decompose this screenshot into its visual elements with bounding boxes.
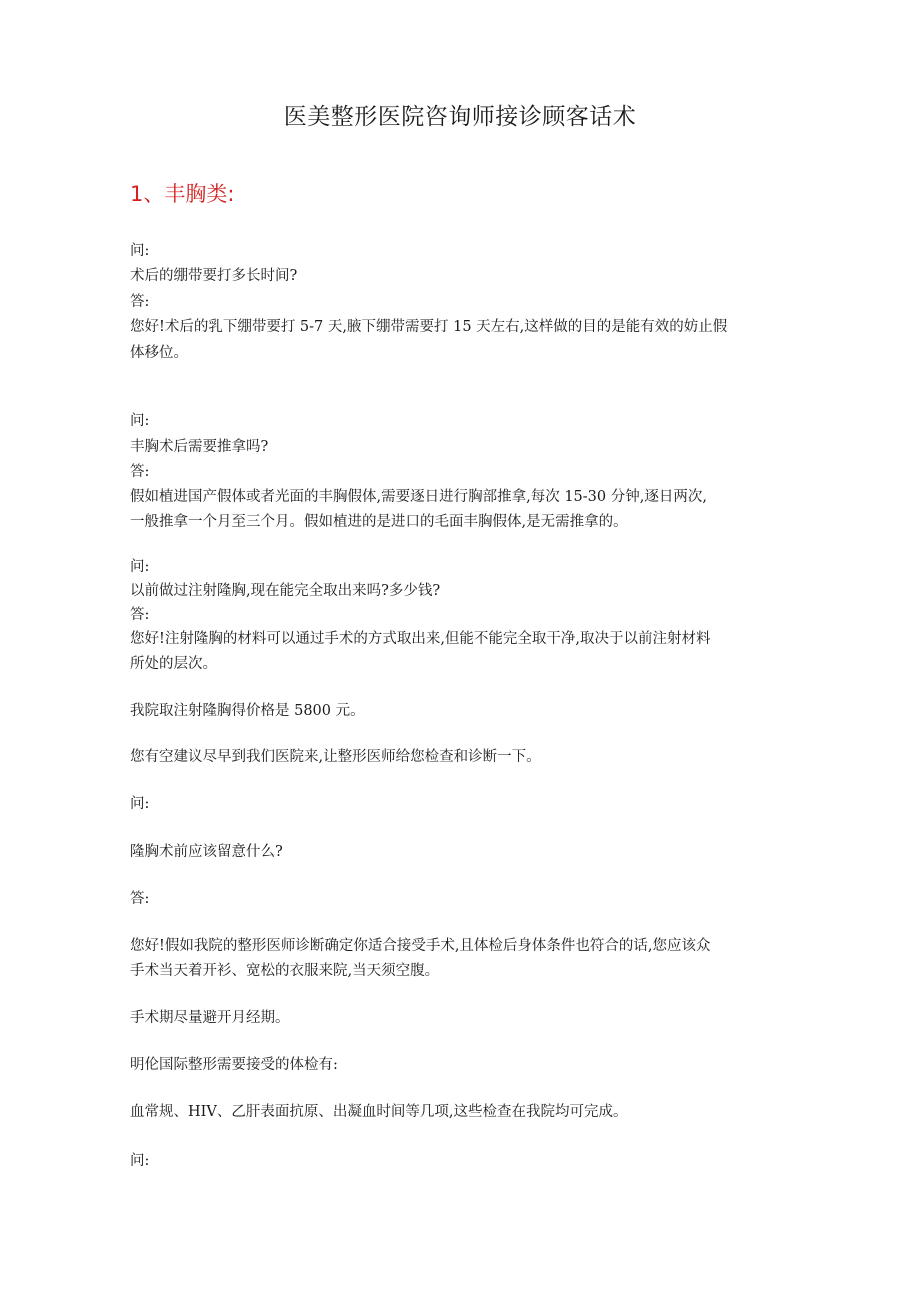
answer-label: 答: — [130, 891, 150, 907]
answer-text: 体移位。 — [130, 345, 188, 361]
question-text: 丰胸术后需要推拿吗? — [130, 439, 269, 455]
answer-text: 一般推拿一个月至三个月。假如植进的是进口的毛面丰胸假体,是无需推拿的。 — [130, 514, 628, 530]
answer-text: 您有空建议尽早到我们医院来,让整形医师给您检查和诊断一下。 — [130, 749, 541, 765]
question-label: 问: — [130, 796, 150, 812]
question-label: 问: — [130, 413, 150, 429]
answer-text: 所处的层次。 — [130, 656, 217, 672]
answer-text: 手术当天着开衫、宽松的衣服来院,当天须空腹。 — [130, 963, 440, 979]
question-label: 问: — [130, 243, 150, 259]
question-label: 问: — [130, 559, 150, 575]
answer-text: 您好!假如我院的整形医师诊断确定你适合接受手术,且体检后身体条件也符合的话,您应该众 — [130, 938, 711, 954]
answer-text: 我院取注射隆胸得价格是 5800 元。 — [130, 703, 365, 719]
section-heading: 1、丰胸类: — [130, 182, 235, 206]
answer-text: 血常规、HIV、乙肝表面抗原、出凝血时间等几项,这些检查在我院均可完成。 — [130, 1104, 628, 1120]
question-text: 隆胸术前应该留意什么? — [130, 844, 283, 860]
answer-text: 手术期尽量避开月经期。 — [130, 1010, 290, 1026]
question-label: 问: — [130, 1153, 150, 1169]
answer-text: 您好!术后的乳下绷带要打 5-7 天,腋下绷带需要打 15 天左右,这样做的目的是能有效的妨止假 — [130, 319, 728, 335]
answer-label: 答: — [130, 294, 150, 310]
question-text: 术后的绷带要打多长时间? — [130, 268, 298, 284]
answer-label: 答: — [130, 464, 150, 480]
answer-label: 答: — [130, 607, 150, 623]
document-title: 医美整形医院咨询师接诊顾客话术 — [283, 104, 637, 130]
answer-text: 明伦国际整形需要接受的体检有: — [130, 1057, 338, 1073]
answer-text: 您好!注射隆胸的材料可以通过手术的方式取出来,但能不能完全取干净,取决于以前注射材料 — [130, 631, 711, 647]
answer-text: 假如植进国产假体或者光面的丰胸假体,需要逐日进行胸部推拿,每次 15-30 分钟,逐日两次, — [130, 489, 707, 505]
question-text: 以前做过注射隆胸,现在能完全取出来吗?多少钱? — [130, 583, 441, 599]
